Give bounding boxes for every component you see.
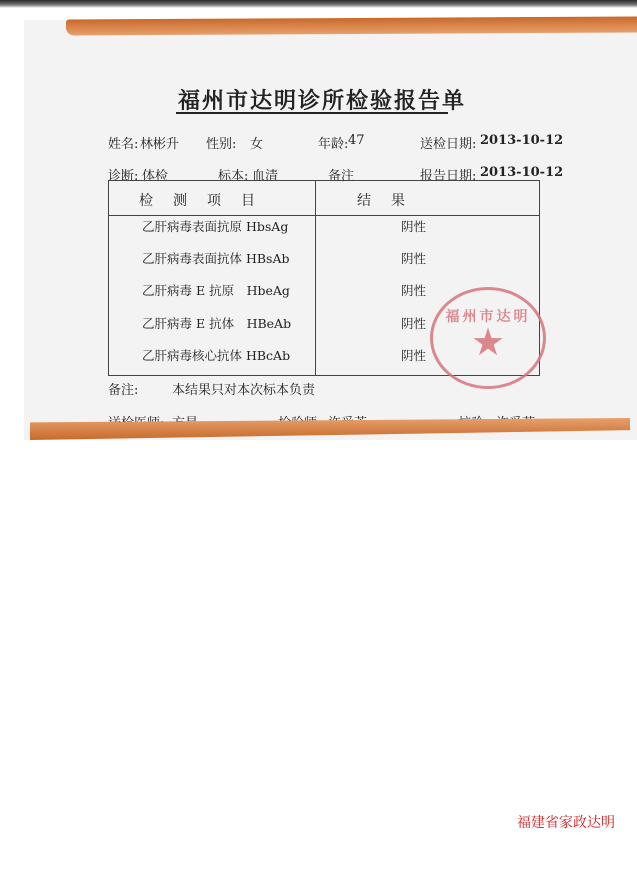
- age-label: 年龄:: [318, 137, 349, 152]
- report-date-value: 2013-10-12: [480, 165, 564, 180]
- patient-name: 林彬升: [140, 137, 180, 152]
- star-icon: ★: [470, 320, 506, 364]
- send-date-value: 2013-10-12: [480, 133, 564, 148]
- name-label: 姓名:: [108, 137, 139, 152]
- age-value: 47: [348, 133, 365, 148]
- scan-edge: [0, 0, 637, 8]
- note-label: 备注:: [108, 383, 139, 398]
- diagnosis-value: 体检: [142, 169, 169, 184]
- send-date-label: 送检日期:: [420, 137, 477, 152]
- table-row-item: 乙肝病毒表面抗原 HbsAg: [142, 219, 289, 234]
- table-row-item: 乙肝病毒 E 抗原 HbeAg: [142, 283, 290, 298]
- specimen-value: 血清: [252, 169, 279, 184]
- tape-top: [66, 17, 637, 36]
- report-date-label: 报告日期:: [420, 169, 477, 184]
- gender-value: 女: [250, 137, 264, 152]
- title-underline: [176, 112, 448, 114]
- report-title: 福州市达明诊所检验报告单: [178, 88, 467, 114]
- gender-label: 性别:: [206, 137, 237, 152]
- column-divider: [315, 181, 316, 375]
- table-row-result: 阴性: [401, 348, 427, 363]
- seal-text: 福州市达明: [445, 309, 531, 325]
- specimen-label: 标本:: [218, 169, 249, 184]
- header-item: 检测项目: [139, 193, 275, 209]
- table-header: [109, 181, 539, 216]
- table-row-result: 阴性: [401, 316, 427, 331]
- table-row-item: 乙肝病毒 E 抗体 HBeAb: [142, 316, 292, 331]
- table-row-result: 阴性: [401, 219, 427, 234]
- remark-label: 备注: [328, 169, 355, 184]
- watermark-text: 福建省家政达明: [517, 815, 615, 831]
- clinic-seal: [430, 287, 546, 389]
- header-result: 结果: [357, 193, 425, 209]
- note-text: 本结果只对本次标本负责: [172, 383, 316, 398]
- table-row-item: 乙肝病毒表面抗体 HBsAb: [142, 251, 290, 266]
- diagnosis-label: 诊断:: [108, 169, 139, 184]
- table-row-result: 阴性: [401, 283, 427, 298]
- table-row-result: 阴性: [401, 251, 427, 266]
- table-row-item: 乙肝病毒核心抗体 HBcAb: [142, 348, 291, 363]
